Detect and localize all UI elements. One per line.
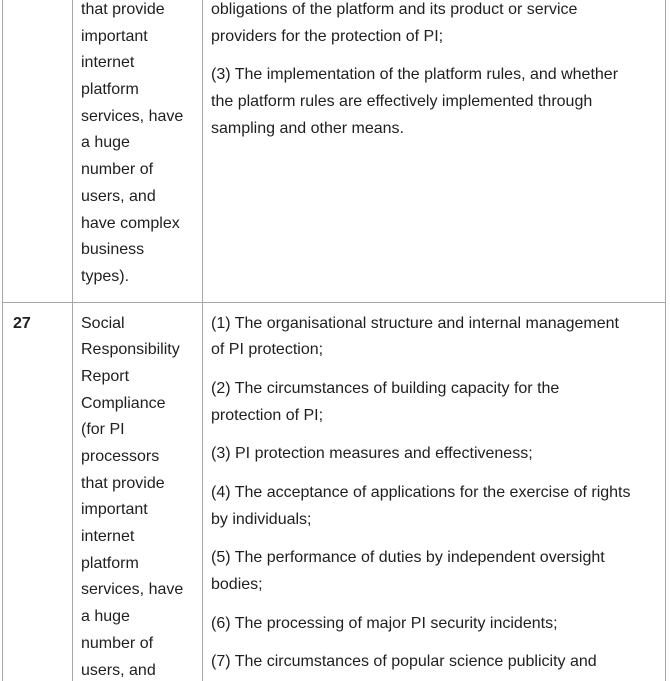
row-number-cell: [3, 302, 73, 681]
detail-text: (1) The organisational structure and internal management of PI protection; (2) The circumstances of building capacity for the protection of PI; (3) PI protection measures and effectiveness; (4) The acceptance of applications for the exercise of rights by individuals; (5) The performance of duties by independent oversight bodies; (6) The processing of major PI security incidents; (7) The circumstances of popular science publicity and: [211, 314, 631, 671]
item-cell: [73, 302, 203, 681]
item-text: that provide important internet platform services, have a huge number of users, and have complex business types).: [81, 1, 184, 285]
regulation-table: [2, 0, 666, 681]
table-row: [3, 0, 666, 302]
row-number-cell: [3, 0, 73, 302]
row-number: 27: [13, 314, 31, 332]
item-text: Social Responsibility Report Compliance (for PI processors that provide important internet platform services, have a huge number of users, and: [81, 314, 184, 679]
table-row: [3, 302, 666, 681]
item-cell: [73, 0, 203, 302]
detail-cell: [203, 0, 666, 302]
detail-cell: [203, 302, 666, 681]
detail-text: obligations of the platform and its product or service providers for the protection of PI; (3) The implementation of the platform rules, and whether the platform rules are effectively implemented through sampling and other means.: [211, 1, 619, 137]
